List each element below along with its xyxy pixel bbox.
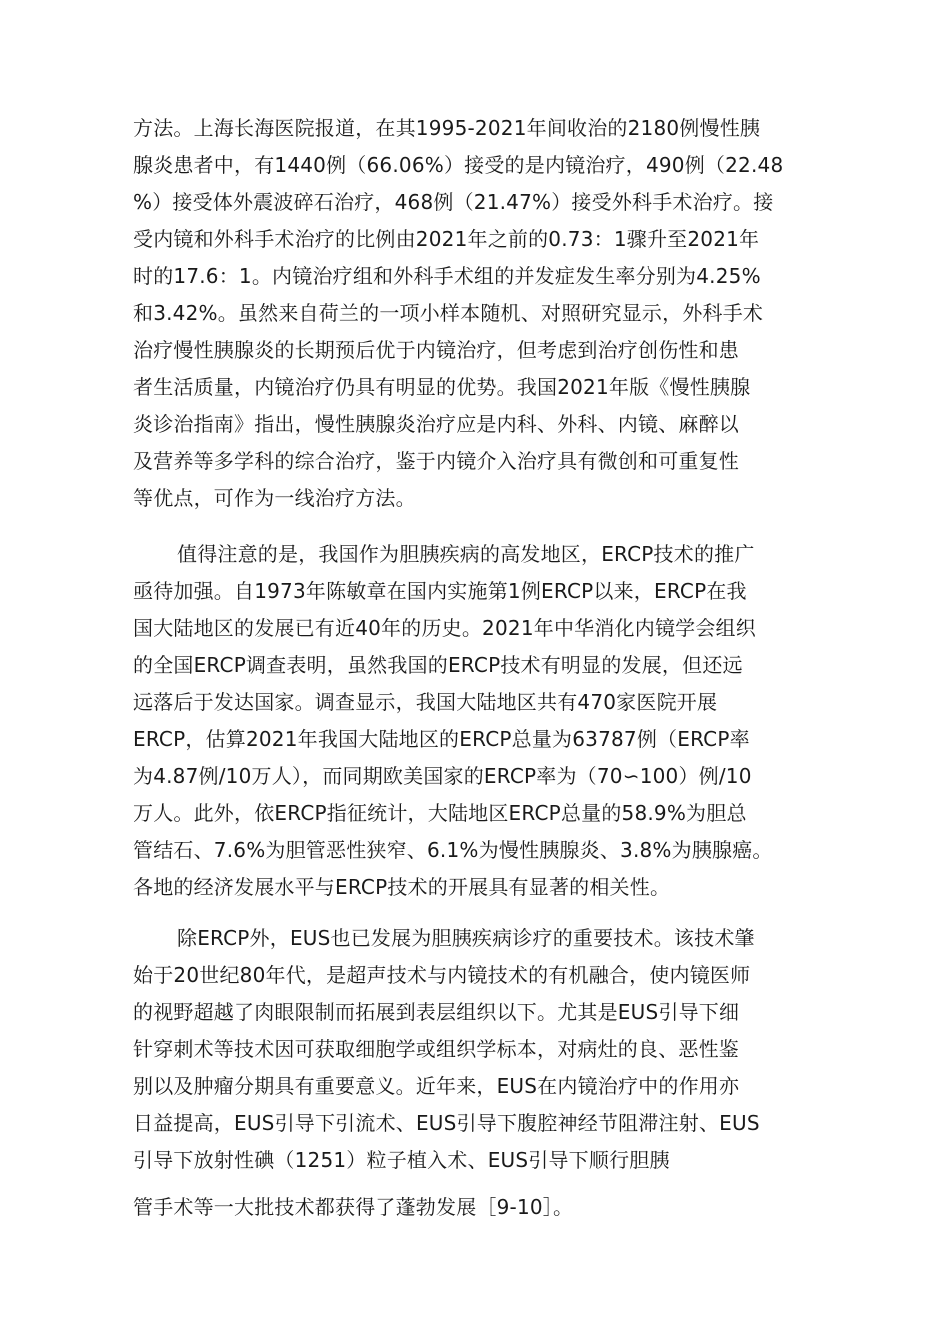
text-line: 等优点，可作为一线治疗方法。 (133, 486, 416, 510)
text-line: 腺炎患者中，有1440例（66.06%）接受的是内镜治疗，490例（22.48 (133, 153, 784, 177)
text-line: 亟待加强。自1973年陈敏章在国内实施第1例ERCP以来，ERCP在我 (133, 579, 747, 603)
text-line: 针穿刺术等技术因可获取细胞学或组织学标本，对病灶的良、恶性鉴 (133, 1037, 739, 1061)
text-line: 时的17.6：1。内镜治疗组和外科手术组的并发症发生率分别为4.25% (133, 264, 761, 288)
text-line: 日益提高，EUS引导下引流术、EUS引导下腹腔神经节阻滞注射、EUS (133, 1111, 760, 1135)
text-line: 和3.42%。虽然来自荷兰的一项小样本随机、对照研究显示，外科手术 (133, 301, 764, 325)
text-line: 值得注意的是，我国作为胆胰疾病的高发地区，ERCP技术的推广 (177, 542, 755, 566)
text-line: %）接受体外震波碎石治疗，468例（21.47%）接受外科手术治疗。接 (133, 190, 774, 214)
text-line: 管结石、7.6%为胆管恶性狭窄、6.1%为慢性胰腺炎、3.8%为胰腺癌。 (133, 838, 773, 862)
text-line: 为4.87例/10万人），而同期欧美国家的ERCP率为（70∽100）例/10 (133, 764, 752, 788)
text-line: 的视野超越了肉眼限制而拓展到表层组织以下。尤其是EUS引导下细 (133, 1000, 740, 1024)
text-line: 国大陆地区的发展已有近40年的历史。2021年中华消化内镜学会组织 (133, 616, 756, 640)
text-line: 远落后于发达国家。调查显示，我国大陆地区共有470家医院开展 (133, 690, 718, 714)
text-line: ERCP，估算2021年我国大陆地区的ERCP总量为63787例（ERCP率 (133, 727, 750, 751)
text-line: 治疗慢性胰腺炎的长期预后优于内镜治疗，但考虑到治疗创伤性和患 (133, 338, 739, 362)
text-line: 的全国ERCP调查表明，虽然我国的ERCP技术有明显的发展，但还远 (133, 653, 743, 677)
text-line: 万人。此外，依ERCP指征统计，大陆地区ERCP总量的58.9%为胆总 (133, 801, 747, 825)
text-line: 各地的经济发展水平与ERCP技术的开展具有显著的相关性。 (133, 875, 671, 899)
text-line: 引导下放射性碘（1251）粒子植入术、EUS引导下顺行胆胰 (133, 1148, 670, 1172)
text-line: 管手术等一大批技术都获得了蓬勃发展［9-10］。 (133, 1195, 574, 1219)
text-line: 始于20世纪80年代，是超声技术与内镜技术的有机融合，使内镜医师 (133, 963, 751, 987)
text-line: 炎诊治指南》指出，慢性胰腺炎治疗应是内科、外科、内镜、麻醉以 (133, 412, 739, 436)
text-line: 及营养等多学科的综合治疗，鉴于内镜介入治疗具有微创和可重复性 (133, 449, 739, 473)
text-line: 别以及肿瘤分期具有重要意义。近年来，EUS在内镜治疗中的作用亦 (133, 1074, 740, 1098)
text-line: 方法。上海长海医院报道，在其1995-2021年间收治的2180例慢性胰 (133, 116, 761, 140)
text-line: 除ERCP外，EUS也已发展为胆胰疾病诊疗的重要技术。该技术肇 (177, 926, 755, 950)
text-line: 者生活质量，内镜治疗仍具有明显的优势。我国2021年版《慢性胰腺 (133, 375, 751, 399)
text-line: 受内镜和外科手术治疗的比例由2021年之前的0.73：1骤升至2021年 (133, 227, 760, 251)
